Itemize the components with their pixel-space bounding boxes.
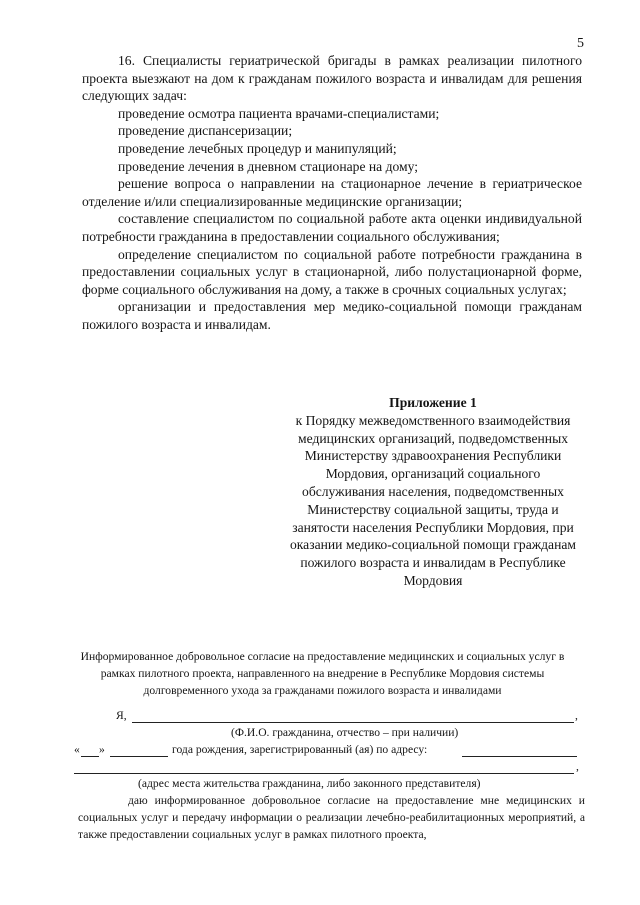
consent-statement: даю информированное добровольное согласие на предоставление мне медицинских и социальных услуг и передачу информации о реализации лечебно-реабилитационных мероприятий, а также предоставлении социальных услуг в рамках пилотного проекта,: [78, 794, 585, 841]
appendix-description: к Порядку межведомственного взаимодействия медицинских организаций, подведомственных Министерству здравоохранения Республики Мордовия, организаций социального обслуживания населения, подведомственных Министерству социальной защиты, труда и занятости населения Республики Мордовия, при оказании медико-социальной помощи гражданам пожилого возраста и инвалидам в Республике Мордовия: [289, 412, 576, 588]
task-item: проведение диспансеризации;: [118, 123, 293, 139]
birth-address-label: года рождения, зарегистрированный (ая) по адресу:: [172, 743, 428, 756]
task-item: проведение лечения в дневном стационаре на дому;: [118, 158, 419, 174]
task-item: проведение лечебных процедур и манипуляций;: [118, 140, 397, 156]
address-field-continuation[interactable]: [74, 762, 574, 774]
consent-title: Информированное добровольное согласие на предоставление медицинских и социальных услуг в рамках пилотного проекта, направленного на внедрение в Республике Мордовия системы долговременного ухода за гражданами пожилого возраста и инвалидами: [80, 650, 565, 697]
task-item: составление специалистом по социальной работе акта оценки индивидуальной потребности гражданина в предоставлении социального обслуживания;: [82, 211, 582, 244]
task-item: определение специалистом по социальной работе потребности гражданина в предоставлении социальных услуг в стационарной, либо полустационарной форме, форме социального обслуживания на дому, а также в срочных социальных услугах;: [82, 246, 582, 297]
appendix-header: [283, 394, 583, 590]
address-caption: (адрес места жительства гражданина, либо законного представителя): [138, 777, 481, 790]
name-suffix: ,: [575, 709, 578, 722]
consent-form: [74, 707, 585, 843]
birth-address-line: [74, 741, 585, 758]
address-caption-line: [78, 775, 585, 792]
task-item: проведение осмотра пациента врачами-специалистами;: [118, 105, 440, 121]
open-quote: «: [74, 743, 80, 756]
task-item: решение вопроса о направлении на стационарное лечение в гериатрическое отделение и/или специализированные медицинские организации;: [82, 176, 582, 209]
address-field[interactable]: [462, 745, 577, 757]
address-line: [78, 758, 585, 775]
page-number: 5: [577, 36, 584, 51]
name-caption-line: [78, 724, 585, 741]
address-suffix: ,: [576, 760, 579, 773]
name-field[interactable]: [132, 711, 574, 723]
name-line: [78, 707, 585, 724]
name-caption: (Ф.И.О. гражданина, отчество – при наличии): [231, 726, 459, 739]
section-16-text: [82, 52, 582, 334]
birth-year-field[interactable]: [110, 745, 168, 757]
birth-day-field[interactable]: [81, 745, 99, 757]
appendix-title: Приложение 1: [389, 395, 477, 410]
paragraph-16: 16. Специалисты гериатрической бригады в рамках реализации пилотного проекта выезжают на дом к гражданам пожилого возраста и инвалидам для решения следующих задач:: [82, 53, 582, 104]
close-quote: »: [99, 743, 105, 756]
consent-paragraph: [78, 792, 585, 843]
task-item: организации и предоставления мер медико-социальной помощи гражданам пожилого возраста и инвалидам.: [82, 299, 582, 332]
name-prefix: Я,: [116, 709, 127, 722]
